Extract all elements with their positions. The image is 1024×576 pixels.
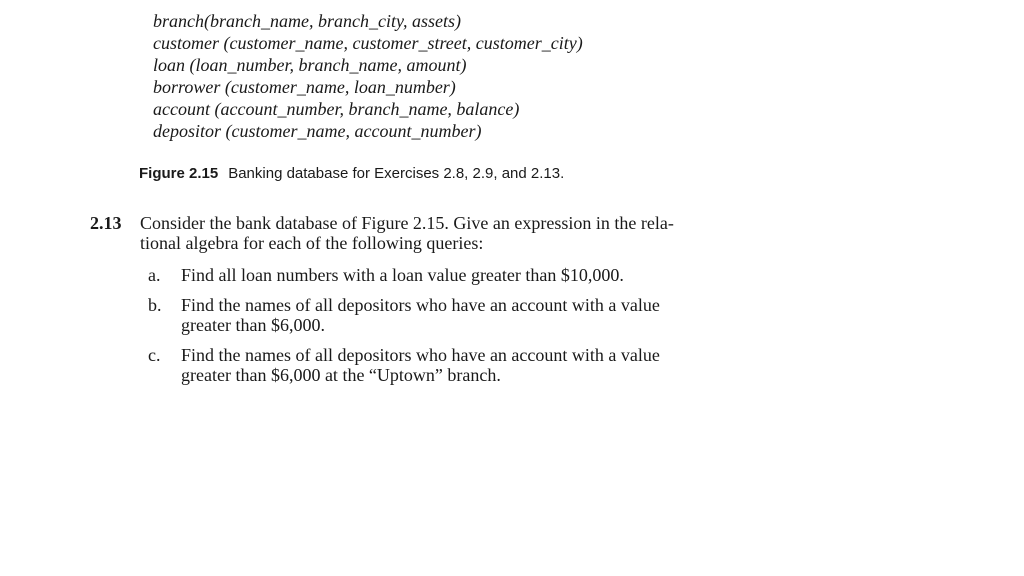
item-text: [181, 295, 721, 335]
figure-caption-text: Banking database for Exercises 2.8, 2.9, and 2.13.: [228, 165, 565, 182]
item-text: [181, 265, 721, 285]
item-text-line: Find all loan numbers with a loan value greater than $10,000.: [181, 265, 624, 285]
exercise-prompt-line: tional algebra for each of the following queries:: [140, 233, 484, 253]
item-marker: b.: [148, 295, 162, 315]
schema-customer: customer (customer_name, customer_street, customer_city): [153, 33, 583, 53]
schema-account: account (account_number, branch_name, balance): [153, 99, 520, 119]
figure-caption: [139, 165, 564, 182]
schema-loan: loan (loan_number, branch_name, amount): [153, 55, 467, 75]
schema-depositor: depositor (customer_name, account_number): [153, 121, 482, 141]
item-text-line: greater than $6,000.: [181, 315, 325, 335]
schema-borrower: borrower (customer_name, loan_number): [153, 77, 456, 97]
schema-branch: branch(branch_name, branch_city, assets): [153, 11, 461, 31]
item-text-line: greater than $6,000 at the “Uptown” branch.: [181, 365, 501, 385]
item-marker: a.: [148, 265, 161, 285]
exercise-prompt-line: Consider the bank database of Figure 2.15. Give an expression in the rela-: [140, 213, 674, 233]
exercise-number: 2.13: [90, 213, 122, 233]
item-text-line: Find the names of all depositors who have an account with a value: [181, 295, 660, 315]
schema-list: [153, 10, 583, 142]
item-text-line: Find the names of all depositors who have an account with a value: [181, 345, 660, 365]
exercise-prompt: [140, 213, 720, 253]
figure-label: Figure 2.15: [139, 165, 219, 182]
item-text: [181, 345, 721, 385]
item-marker: c.: [148, 345, 161, 365]
